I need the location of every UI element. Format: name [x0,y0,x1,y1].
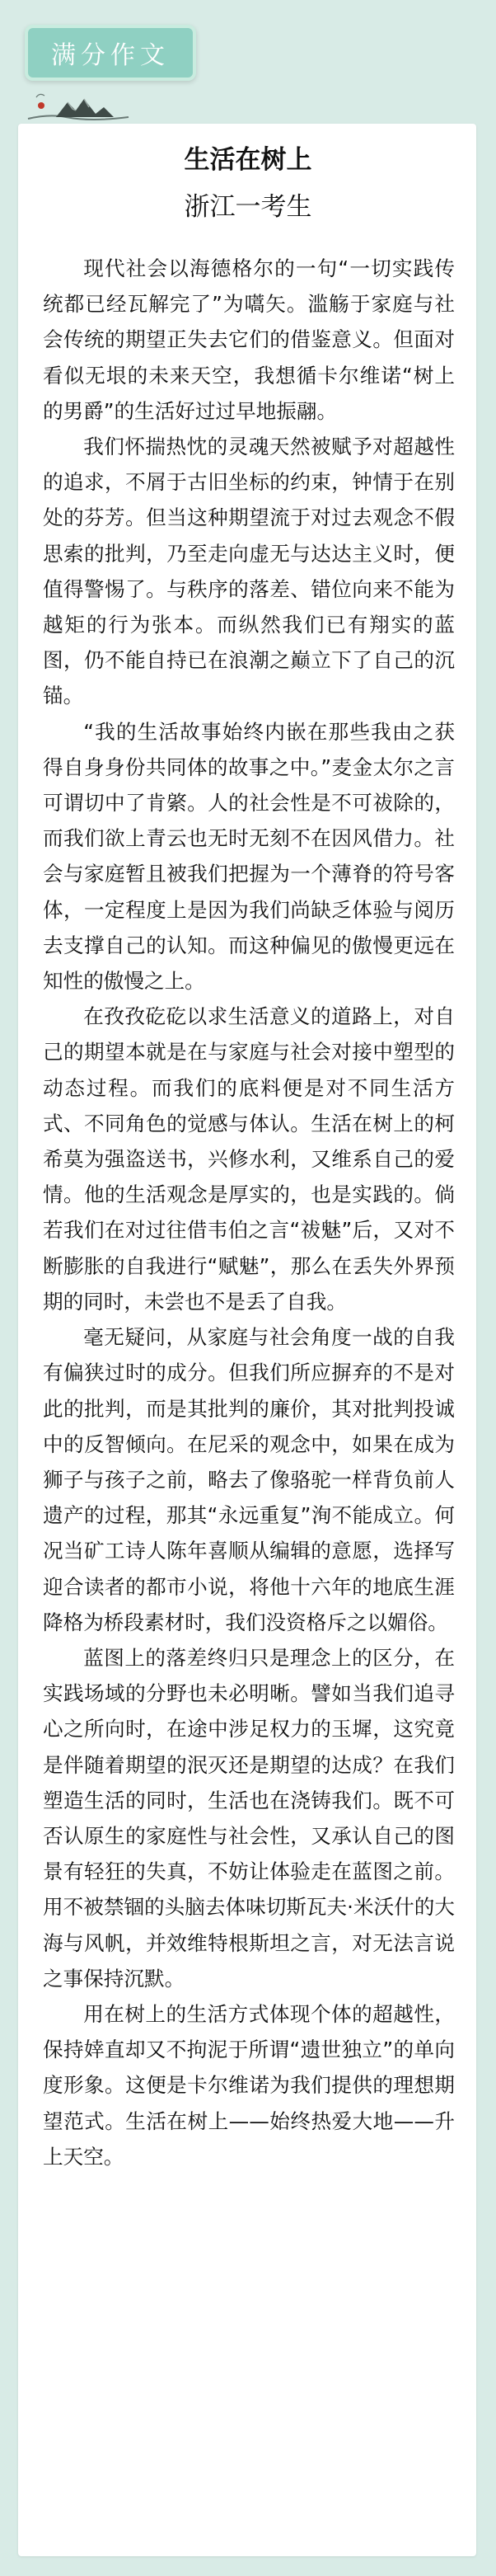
essay-paragraph: 用在树上的生活方式体现个体的超越性，保持婞直却又不拘泥于所谓“遗世独立”的单向度形象。这便是卡尔维诺为我们提供的理想期望范式。生活在树上——始终热爱大地——升上天空。 [43,2001,455,2169]
essay-paragraph: 毫无疑问，从家庭与社会角度一战的自我有偏狭过时的成分。但我们所应摒弃的不是对此的批判，而是其批判的廉价，其对批判投诚中的反智倾向。在尼采的观念中，如果在成为狮子与孩子之前，略去了像骆驼一样背负前人遗产的过程，那其“永远重复”洵不能成立。何况当矿工诗人陈年喜顺从编辑的意愿，选择写迎合读者的都市小说，将他十六年的地底生涯降格为桥段素材时，我们没资格斥之以媚俗。 [43,1325,455,1634]
essay-paragraph: 我们怀揣热忱的灵魂天然被赋予对超越性的追求，不屑于古旧坐标的约束，钟情于在别处的芬芳。但当这种期望流于对过去观念不假思索的批判，乃至走向虚无与达达主义时，便值得警惕了。与秩序的落差、错位向来不能为越矩的行为张本。而纵然我们已有翔实的蓝图，仍不能自持已在浪潮之巅立下了自己的沉锚。 [43,435,455,708]
badge-label: 满分作文 [51,41,170,70]
essay-body [43,251,455,2174]
essay-title: 生活在树上 [184,145,312,175]
essay-paragraph: 蓝图上的落差终归只是理念上的区分，在实践场域的分野也未必明晰。譬如当我们追寻心之所向时，在途中涉足权力的玉墀，这究竟是伴随着期望的泯灭还是期望的达成？在我们塑造生活的同时，生活也在浇铸我们。既不可否认原生的家庭性与社会性，又承认自己的图景有轻狂的失真，不妨让体验走在蓝图之前。用不被禁锢的头脑去体味切斯瓦夫·米沃什的大海与风帆，并效维特根斯坦之言，对无法言说之事保持沉默。 [43,1645,455,1991]
essay-paragraph: 在孜孜矻矻以求生活意义的道路上，对自己的期望本就是在与家庭与社会对接中塑型的动态过程。而我们的底料便是对不同生活方式、不同角色的觉感与体认。生活在树上的柯希莫为强盗送书，兴修水利，又维系自己的爱情。他的生活观念是厚实的，也是实践的。倘若我们在对过往借韦伯之言“祓魅”后，又对不断膨胀的自我进行“赋魅”，那么在丢失外界预期的同时，未尝也不是丢了自我。 [43,1004,455,1314]
essay-paragraph: “我的生活故事始终内嵌在那些我由之获得自身身份共同体的故事之中。”麦金太尔之言可谓切中了肯綮。人的社会性是不可祓除的，而我们欲上青云也无时无刻不在因风借力。社会与家庭暂且被我们把握为一个薄脊的符号客体，一定程度上是因为我们尚缺乏体验与阅历去支撑自己的认知。而这种偏见的傲慢更远在知性的傲慢之上。 [43,719,455,994]
essay-paragraph: 现代社会以海德格尔的一句“一切实践传统都已经瓦解完了”为嚆矢。滥觞于家庭与社会传统的期望正失去它们的借鉴意义。但面对看似无垠的未来天空，我想循卡尔维诺“树上的男爵”的生活好过过早地振翮。 [43,256,455,423]
landscape-ornament-icon [25,89,132,125]
essay-author: 浙江一考生 [184,192,312,222]
badge [25,25,196,81]
